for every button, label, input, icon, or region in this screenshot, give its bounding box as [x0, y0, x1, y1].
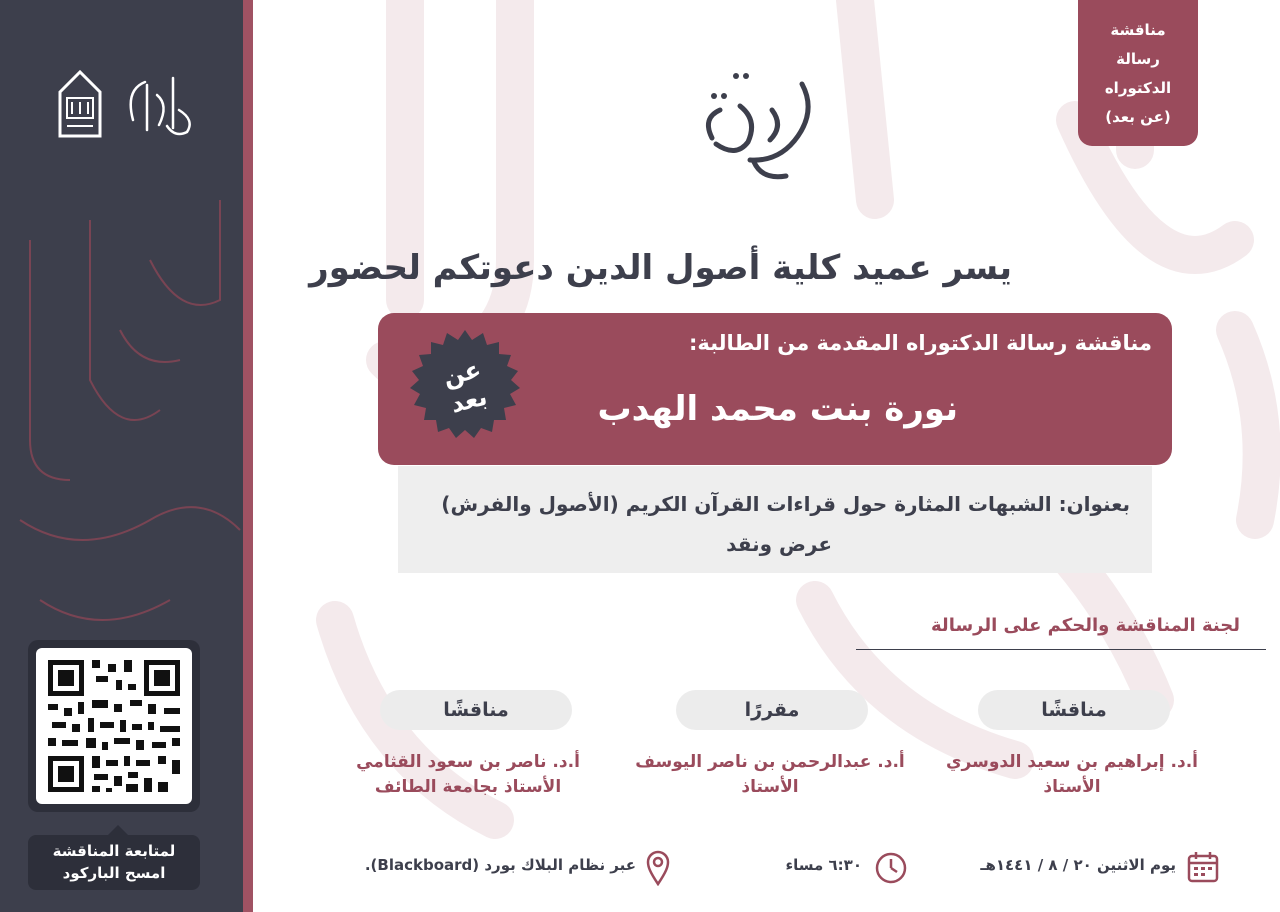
seal-line2: بعد — [447, 382, 490, 419]
committee-role-2: مقررًا — [676, 690, 868, 730]
university-logos — [55, 70, 205, 140]
sidebar-accent-strip — [243, 0, 253, 912]
sidebar-calligraphy-decoration — [0, 180, 253, 680]
member-2-title: الأستاذ — [741, 777, 799, 797]
location-pin-icon — [646, 850, 670, 886]
committee-role-1: مناقشًا — [978, 690, 1170, 730]
qr-caption-badge — [28, 835, 200, 890]
committee-member-1 — [922, 750, 1222, 800]
qr-code-background — [36, 648, 192, 804]
thesis-type-tag — [1078, 0, 1198, 146]
qr-code — [36, 648, 192, 804]
tag-line1: مناقشة — [1110, 21, 1166, 39]
tag-line3: الدكتوراه — [1104, 79, 1172, 97]
event-time: ٦:٣٠ مساء — [785, 856, 862, 874]
member-1-name: أ.د. إبراهيم بن سعيد الدوسري — [945, 752, 1199, 772]
committee-member-2 — [620, 750, 920, 800]
event-date: يوم الاثنين ٢٠ / ٨ / ١٤٤١هـ — [980, 856, 1176, 874]
university-logo-icon — [60, 72, 100, 136]
calendar-icon — [1186, 850, 1220, 884]
member-3-title: الأستاذ بجامعة الطائف — [374, 777, 562, 797]
invitation-calligraphy — [690, 66, 830, 186]
thesis-subtitle: مناقشة رسالة الدكتوراه المقدمة من الطالبة: — [688, 331, 1152, 355]
thesis-title-line2: عرض ونقد — [726, 532, 832, 556]
member-1-title: الأستاذ — [1043, 777, 1101, 797]
department-logo-icon — [131, 78, 190, 134]
member-2-name: أ.د. عبدالرحمن بن ناصر اليوسف — [635, 752, 905, 772]
committee-divider — [856, 649, 1266, 650]
thesis-title-line1: بعنوان: الشبهات المثارة حول قراءات القرآن الكريم (الأصول والفرش) — [441, 492, 1130, 516]
qr-caption-pointer — [108, 825, 128, 835]
clock-icon — [874, 851, 908, 885]
qr-caption-line1: لمتابعة المناقشة — [52, 842, 176, 860]
tag-line4: (عن بعد) — [1105, 108, 1171, 126]
committee-heading: لجنة المناقشة والحكم على الرسالة — [931, 615, 1240, 636]
seal-line1: عن — [440, 355, 484, 392]
member-3-name: أ.د. ناصر بن سعود القثامي — [356, 752, 580, 772]
tag-line2: رسالة — [1116, 50, 1160, 68]
remote-seal-badge — [408, 328, 522, 442]
left-sidebar-panel — [0, 0, 253, 912]
committee-member-3 — [318, 750, 618, 800]
invitation-headline: يسر عميد كلية أصول الدين دعوتكم لحضور — [309, 248, 1012, 288]
qr-code-card[interactable] — [28, 640, 200, 812]
student-name: نورة بنت محمد الهدب — [597, 389, 958, 429]
committee-role-3: مناقشًا — [380, 690, 572, 730]
event-location: عبر نظام البلاك بورد (Blackboard). — [364, 856, 636, 874]
calligraphy-text: دعوة — [690, 66, 693, 67]
thesis-title-box — [398, 466, 1152, 573]
qr-caption-line2: امسح الباركود — [62, 864, 166, 882]
